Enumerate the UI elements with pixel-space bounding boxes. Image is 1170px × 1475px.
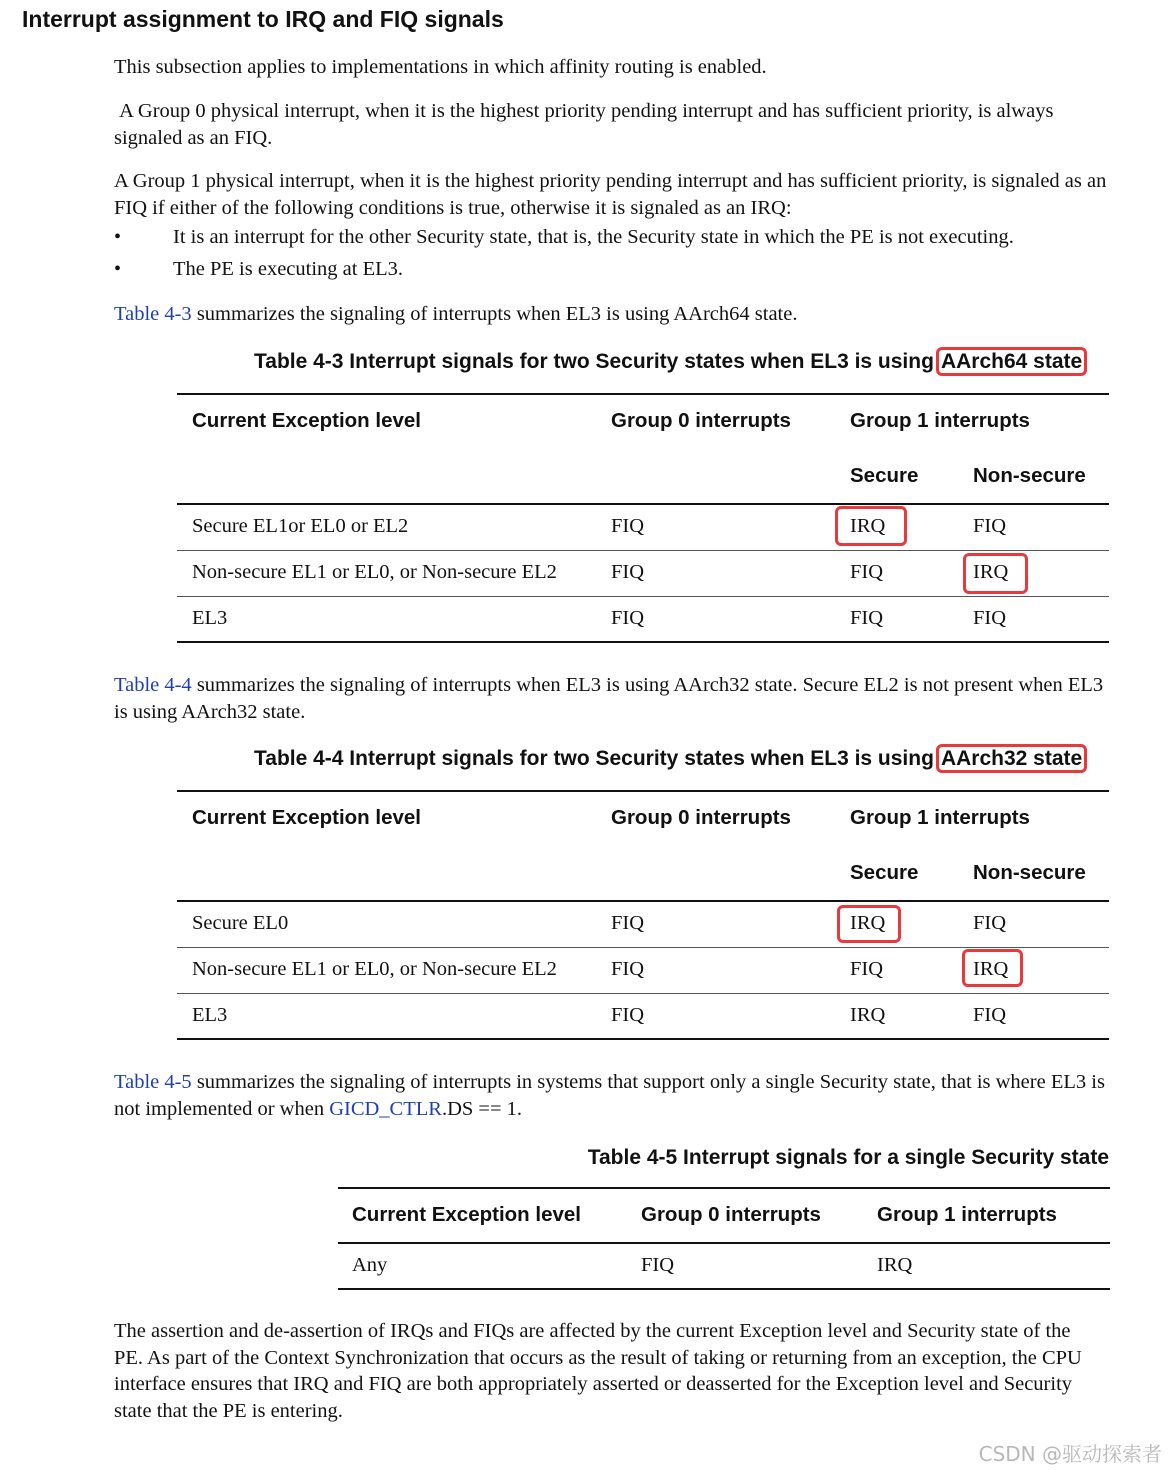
- table43-cell-nonsecure: FIQ: [973, 515, 1007, 537]
- bullet-marker: •: [114, 258, 122, 280]
- table45-header-rule: [338, 1242, 1110, 1244]
- table43-cell-level: Non-secure EL1 or EL0, or Non-secure EL2: [192, 561, 557, 583]
- table45-header-level: Current Exception level: [352, 1203, 581, 1226]
- table43-header-secure: Secure: [850, 464, 919, 487]
- table43-cell-secure: FIQ: [850, 607, 884, 629]
- table44-cell-level: EL3: [192, 1004, 228, 1026]
- table43-header-rule: [177, 503, 1109, 505]
- table44-cell-secure: FIQ: [850, 958, 884, 980]
- table44-top-rule: [177, 790, 1109, 792]
- table45-header-group0: Group 0 interrupts: [641, 1203, 821, 1226]
- table44-header-level: Current Exception level: [192, 806, 421, 829]
- highlight-box: [835, 506, 907, 546]
- table43-cell-group0: FIQ: [611, 607, 645, 629]
- table43-cell-group0: FIQ: [611, 515, 645, 537]
- table43-cell-secure: FIQ: [850, 561, 884, 583]
- table44-reference-text: summarizes the signaling of interrupts when EL3 is using AArch32 state. Secure EL2 is not present when EL3 is using AArch32 state.: [114, 674, 1104, 723]
- table43-header-group1: Group 1 interrupts: [850, 409, 1030, 432]
- group0-paragraph: A Group 0 physical interrupt, when it is the highest priority pending interrupt and has sufficient priority, is always signaled as an FIQ.: [114, 100, 1059, 149]
- table44-cell-level: Non-secure EL1 or EL0, or Non-secure EL2: [192, 958, 557, 980]
- highlight-box: [963, 553, 1028, 594]
- table45-link[interactable]: Table 4-5: [114, 1071, 192, 1093]
- section-heading: Interrupt assignment to IRQ and FIQ signals: [22, 6, 504, 32]
- table44-cell-secure: IRQ: [850, 912, 886, 934]
- table44-cell-secure: IRQ: [850, 1004, 886, 1026]
- table45-reference-suffix: .DS == 1.: [441, 1097, 523, 1120]
- table45-top-rule: [338, 1187, 1110, 1189]
- highlight-box: [837, 905, 901, 943]
- table43-row-divider: [177, 596, 1109, 597]
- table44-header-group1: Group 1 interrupts: [850, 806, 1030, 829]
- table43-link[interactable]: Table 4-3: [114, 303, 192, 325]
- table45-header-group1: Group 1 interrupts: [877, 1203, 1057, 1226]
- table43-top-rule: [177, 393, 1109, 395]
- table43-cell-level: Secure EL1or EL0 or EL2: [192, 515, 409, 537]
- table43-header-group0: Group 0 interrupts: [611, 409, 791, 432]
- table44-header-secure: Secure: [850, 861, 919, 884]
- table43-row-divider: [177, 550, 1109, 551]
- table43-cell-level: EL3: [192, 607, 228, 629]
- table44-cell-level: Secure EL0: [192, 912, 289, 934]
- table44-cell-group0: FIQ: [611, 912, 645, 934]
- table45-cell-group1: IRQ: [877, 1254, 913, 1276]
- bullet-marker: •: [114, 226, 122, 248]
- table43-caption: [254, 350, 1087, 374]
- table44-cell-nonsecure: FIQ: [973, 912, 1007, 934]
- table45-cell-level: Any: [352, 1254, 388, 1276]
- table44-cell-group0: FIQ: [611, 958, 645, 980]
- table44-cell-nonsecure: IRQ: [973, 958, 1009, 980]
- table44-row-divider: [177, 947, 1109, 948]
- table44-caption: [254, 747, 1087, 771]
- group1-paragraph: A Group 1 physical interrupt, when it is the highest priority pending interrupt and has sufficient priority, is signaled as an FIQ if either of the following conditions is true, otherwise it is signaled as an IRQ:: [114, 170, 1107, 219]
- table44-row-divider: [177, 993, 1109, 994]
- table44-link[interactable]: Table 4-4: [114, 674, 192, 696]
- table44-caption-text: Table 4-4 Interrupt signals for two Security states when EL3 is using: [254, 747, 934, 770]
- table44-cell-group0: FIQ: [611, 1004, 645, 1026]
- table43-cell-group0: FIQ: [611, 561, 645, 583]
- table44-header-rule: [177, 900, 1109, 902]
- table45-reference-text: summarizes the signaling of interrupts in systems that support only a single Security state, that is where EL3 is not implemented or when: [114, 1071, 1105, 1120]
- table43-caption-text: Table 4-3 Interrupt signals for two Security states when EL3 is using: [254, 350, 934, 373]
- closing-paragraph: The assertion and de-assertion of IRQs and FIQs are affected by the current Exception level and Security state of the PE. As part of the Context Synchronization that occurs as the result of taking or returning from an exception, the CPU interface ensures that IRQ and FIQ are both appropriately asserted or deasserted for the Exception level and Security state that the PE is entering.: [114, 1320, 1082, 1422]
- table44-header-group0: Group 0 interrupts: [611, 806, 791, 829]
- watermark: CSDN @驱动探索者: [978, 1442, 1162, 1466]
- table45-bottom-rule: [338, 1288, 1110, 1290]
- table45-caption: Table 4-5 Interrupt signals for a single Security state: [587, 1146, 1109, 1169]
- table43-reference-paragraph: [114, 301, 1109, 328]
- table44-bottom-rule: [177, 1038, 1109, 1040]
- table43-reference-text: summarizes the signaling of interrupts when EL3 is using AArch64 state.: [191, 303, 798, 325]
- table45-cell-group0: FIQ: [641, 1254, 675, 1276]
- table43-cell-nonsecure: FIQ: [973, 607, 1007, 629]
- table43-caption-highlight: AArch64 state: [936, 347, 1087, 376]
- table43-header-nonsecure: Non-secure: [973, 464, 1086, 487]
- table44-reference-paragraph: [114, 672, 1109, 725]
- table43-cell-secure: IRQ: [850, 515, 886, 537]
- table43-bottom-rule: [177, 641, 1109, 643]
- table44-caption-highlight: AArch32 state: [936, 744, 1087, 773]
- table43-cell-nonsecure: IRQ: [973, 561, 1009, 583]
- bullet-item: The PE is executing at EL3.: [173, 258, 403, 280]
- table45-reference-paragraph: [114, 1069, 1109, 1122]
- table44-header-nonsecure: Non-secure: [973, 861, 1086, 884]
- table44-cell-nonsecure: FIQ: [973, 1004, 1007, 1026]
- gicd-ctlr-link[interactable]: GICD_CTLR: [329, 1097, 442, 1120]
- highlight-box: [962, 949, 1023, 987]
- bullet-item: It is an interrupt for the other Security state, that is, the Security state in which the PE is not executing.: [173, 226, 1014, 248]
- table43-header-level: Current Exception level: [192, 409, 421, 432]
- intro-paragraph: This subsection applies to implementations in which affinity routing is enabled.: [114, 56, 767, 78]
